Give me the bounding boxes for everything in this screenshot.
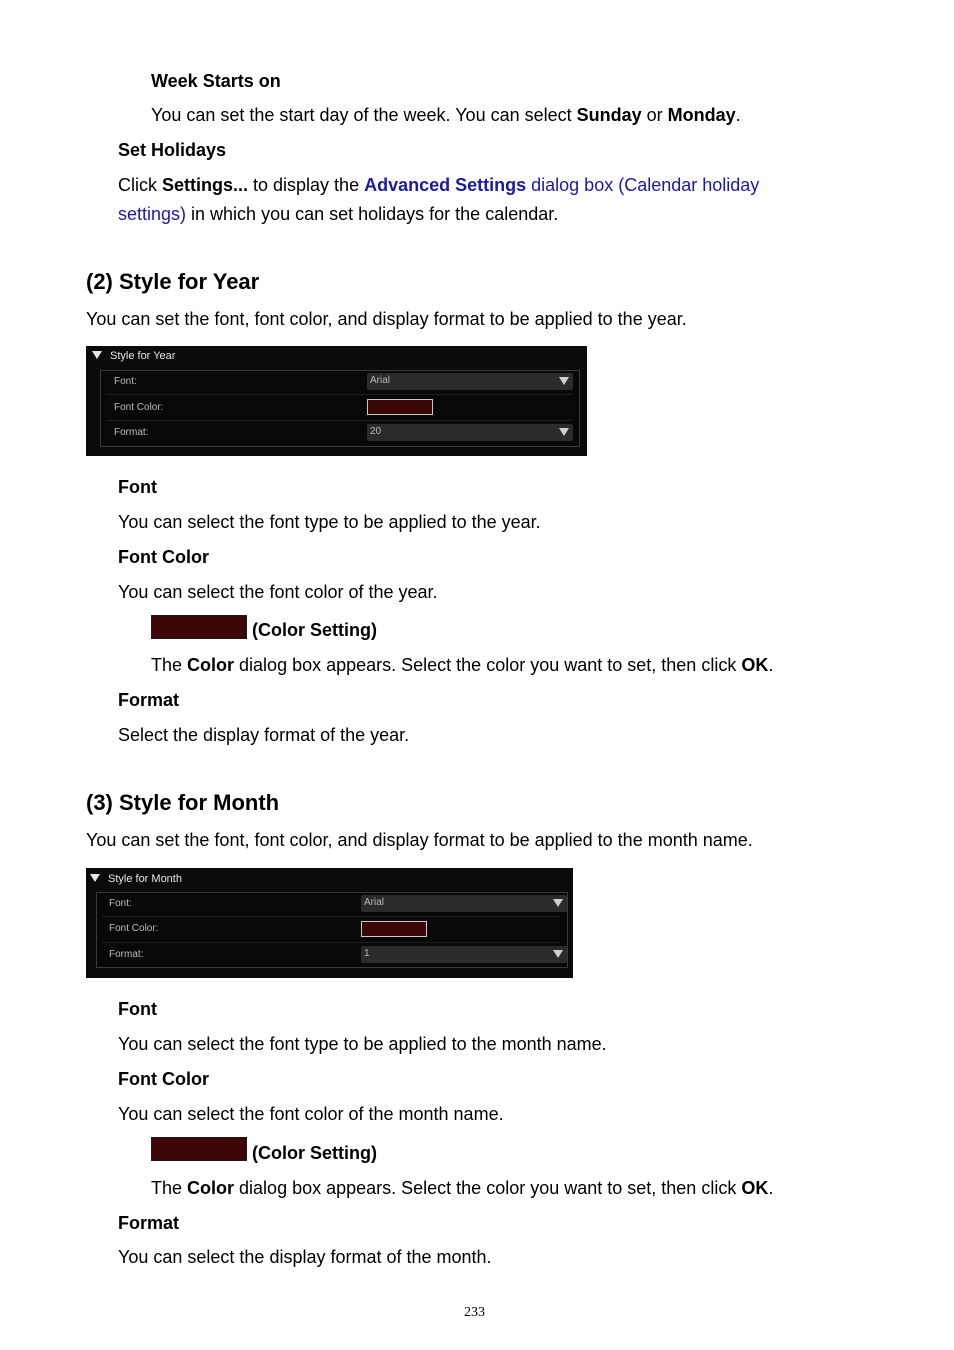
year-color-setting-label: (Color Setting) bbox=[252, 620, 377, 640]
click-text: Click bbox=[118, 175, 162, 195]
week-starts-desc bbox=[151, 105, 741, 126]
font-color-label: Font Color: bbox=[109, 923, 159, 934]
month-format-desc: You can select the display format of the month. bbox=[118, 1247, 492, 1267]
font-label: Font: bbox=[109, 898, 132, 909]
set-holidays-desc-line1 bbox=[118, 175, 759, 196]
format-dropdown[interactable] bbox=[361, 946, 567, 963]
month-color-note bbox=[151, 1178, 773, 1199]
note-text: . bbox=[768, 655, 774, 675]
font-dropdown-value: Arial bbox=[364, 897, 385, 908]
panel-header[interactable] bbox=[90, 873, 182, 885]
style-for-month-panel bbox=[86, 868, 573, 978]
advanced-settings-link[interactable]: Advanced Settings bbox=[364, 175, 527, 195]
year-font-heading: Font bbox=[118, 477, 157, 497]
collapse-triangle-icon[interactable] bbox=[92, 351, 102, 359]
style-for-year-title: (2) Style for Year bbox=[86, 269, 260, 294]
color-dialog-ref: Color bbox=[187, 655, 235, 675]
holidays-tail-text: in which you can set holidays for the calendar. bbox=[186, 204, 559, 224]
settings-button-ref: Settings... bbox=[162, 175, 249, 195]
color-dialog-ref: Color bbox=[187, 1178, 235, 1198]
panel-title: Style for Year bbox=[110, 350, 176, 362]
dropdown-arrow-icon bbox=[553, 950, 563, 958]
font-label: Font: bbox=[114, 376, 137, 387]
to-display-text: to display the bbox=[248, 175, 365, 195]
year-font-color-heading: Font Color bbox=[118, 547, 209, 567]
style-for-month-intro: You can set the font, font color, and display format to be applied to the month name. bbox=[86, 830, 753, 850]
format-label: Format: bbox=[109, 949, 144, 960]
panel-header[interactable] bbox=[92, 350, 175, 362]
style-for-year-panel bbox=[86, 346, 587, 456]
ok-button-ref: OK bbox=[741, 1178, 769, 1198]
month-format-heading: Format bbox=[118, 1213, 180, 1233]
week-desc-text: You can set the start day of the week. You can select bbox=[151, 105, 577, 125]
font-color-swatch-button[interactable] bbox=[361, 921, 427, 937]
week-starts-heading: Week Starts on bbox=[151, 71, 281, 91]
set-holidays-desc-line2 bbox=[118, 204, 558, 225]
note-text: The bbox=[151, 655, 188, 675]
monday-text: Monday bbox=[667, 105, 736, 125]
style-for-year-intro: You can set the font, font color, and display format to be applied to the year. bbox=[86, 309, 687, 329]
format-dropdown[interactable] bbox=[367, 424, 573, 441]
format-dropdown-value: 20 bbox=[370, 426, 382, 437]
month-font-desc: You can select the font type to be applied to the month name. bbox=[118, 1034, 607, 1054]
note-text: The bbox=[151, 1178, 188, 1198]
advanced-settings-link-rest[interactable]: dialog box (Calendar holiday bbox=[526, 175, 760, 195]
format-label: Format: bbox=[114, 427, 149, 438]
font-color-label: Font Color: bbox=[114, 402, 164, 413]
dropdown-arrow-icon bbox=[559, 428, 569, 436]
dropdown-arrow-icon bbox=[559, 377, 569, 385]
sunday-text: Sunday bbox=[576, 105, 642, 125]
month-font-color-desc: You can select the font color of the month name. bbox=[118, 1104, 504, 1124]
month-font-color-heading: Font Color bbox=[118, 1069, 209, 1089]
set-holidays-heading: Set Holidays bbox=[118, 140, 227, 160]
year-format-heading: Format bbox=[118, 690, 180, 710]
year-color-note bbox=[151, 655, 773, 676]
color-setting-button-image bbox=[151, 1137, 247, 1161]
ok-button-ref: OK bbox=[741, 655, 769, 675]
advanced-settings-link-end[interactable]: settings) bbox=[118, 204, 187, 224]
font-color-swatch-button[interactable] bbox=[367, 399, 433, 415]
format-dropdown-value: 1 bbox=[364, 948, 370, 959]
style-for-month-title: (3) Style for Month bbox=[86, 790, 280, 815]
color-setting-button-image bbox=[151, 615, 247, 639]
row-divider bbox=[106, 420, 572, 421]
row-divider bbox=[102, 916, 560, 917]
month-color-setting-label: (Color Setting) bbox=[252, 1143, 377, 1163]
month-font-heading: Font bbox=[118, 999, 157, 1019]
panel-title: Style for Month bbox=[108, 873, 182, 885]
note-text: . bbox=[768, 1178, 774, 1198]
collapse-triangle-icon[interactable] bbox=[90, 874, 100, 882]
year-font-color-desc: You can select the font color of the year. bbox=[118, 582, 438, 602]
font-dropdown[interactable] bbox=[361, 895, 567, 912]
row-divider bbox=[106, 394, 572, 395]
font-dropdown[interactable] bbox=[367, 373, 573, 390]
or-text: or bbox=[641, 105, 668, 125]
period-text: . bbox=[735, 105, 741, 125]
page-number: 233 bbox=[464, 1305, 485, 1320]
note-text: dialog box appears. Select the color you want to set, then click bbox=[234, 655, 742, 675]
row-divider bbox=[102, 942, 560, 943]
dropdown-arrow-icon bbox=[553, 899, 563, 907]
year-font-desc: You can select the font type to be applied to the year. bbox=[118, 512, 541, 532]
font-dropdown-value: Arial bbox=[370, 375, 391, 386]
note-text: dialog box appears. Select the color you want to set, then click bbox=[234, 1178, 742, 1198]
year-format-desc: Select the display format of the year. bbox=[118, 725, 410, 745]
